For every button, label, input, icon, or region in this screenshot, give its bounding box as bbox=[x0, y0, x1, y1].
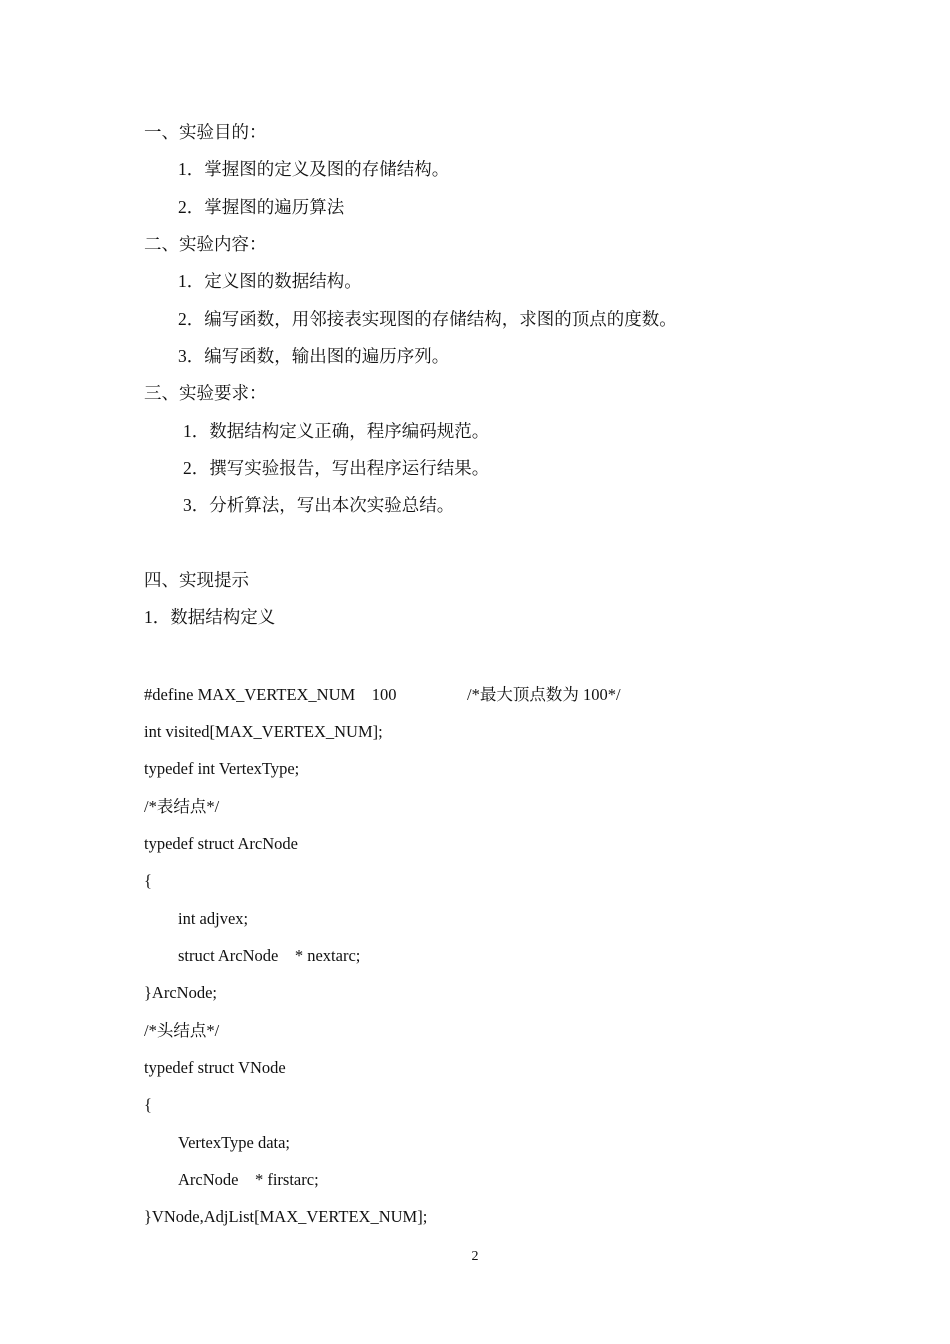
section-heading-requirements: 三、实验要求： bbox=[144, 383, 267, 403]
list-item: 2．撰写实验报告，写出程序运行结果。 bbox=[183, 458, 490, 478]
section-heading-content: 二、实验内容： bbox=[144, 234, 267, 254]
list-item: 3．分析算法，写出本次实验总结。 bbox=[183, 495, 455, 515]
code-line: int adjvex; bbox=[178, 909, 249, 928]
list-item: 1．定义图的数据结构。 bbox=[178, 271, 362, 291]
code-comment: /*表结点*/ bbox=[144, 797, 220, 816]
list-item: 2．掌握图的遍历算法 bbox=[178, 197, 345, 217]
code-line: ArcNode * firstarc; bbox=[178, 1170, 319, 1189]
code-line: }VNode,AdjList[MAX_VERTEX_NUM]; bbox=[144, 1207, 428, 1226]
list-item: 1．掌握图的定义及图的存储结构。 bbox=[178, 159, 450, 179]
code-line: typedef struct ArcNode bbox=[144, 834, 298, 853]
code-brace: { bbox=[144, 1095, 152, 1114]
code-line: VertexType data; bbox=[178, 1133, 291, 1152]
code-comment-define: /*最大顶点数为 100*/ bbox=[467, 685, 621, 704]
list-item: 2．编写函数，用邻接表实现图的存储结构，求图的顶点的度数。 bbox=[178, 309, 677, 329]
section-heading-hints: 四、实现提示 bbox=[144, 570, 249, 590]
list-item: 1．数据结构定义正确，程序编码规范。 bbox=[183, 421, 490, 441]
subsection-heading: 1．数据结构定义 bbox=[144, 607, 276, 627]
code-line: struct ArcNode * nextarc; bbox=[178, 946, 361, 965]
code-line: }ArcNode; bbox=[144, 983, 217, 1002]
code-line: typedef int VertexType; bbox=[144, 759, 300, 778]
code-brace: { bbox=[144, 871, 152, 890]
code-line: typedef struct VNode bbox=[144, 1058, 286, 1077]
code-comment: /*头结点*/ bbox=[144, 1021, 220, 1040]
page-number: 2 bbox=[471, 1249, 479, 1264]
code-line-define: #define MAX_VERTEX_NUM 100 bbox=[144, 685, 397, 704]
list-item: 3．编写函数，输出图的遍历序列。 bbox=[178, 346, 450, 366]
section-heading-objectives: 一、实验目的： bbox=[144, 122, 267, 142]
code-line: int visited[MAX_VERTEX_NUM]; bbox=[144, 722, 383, 741]
